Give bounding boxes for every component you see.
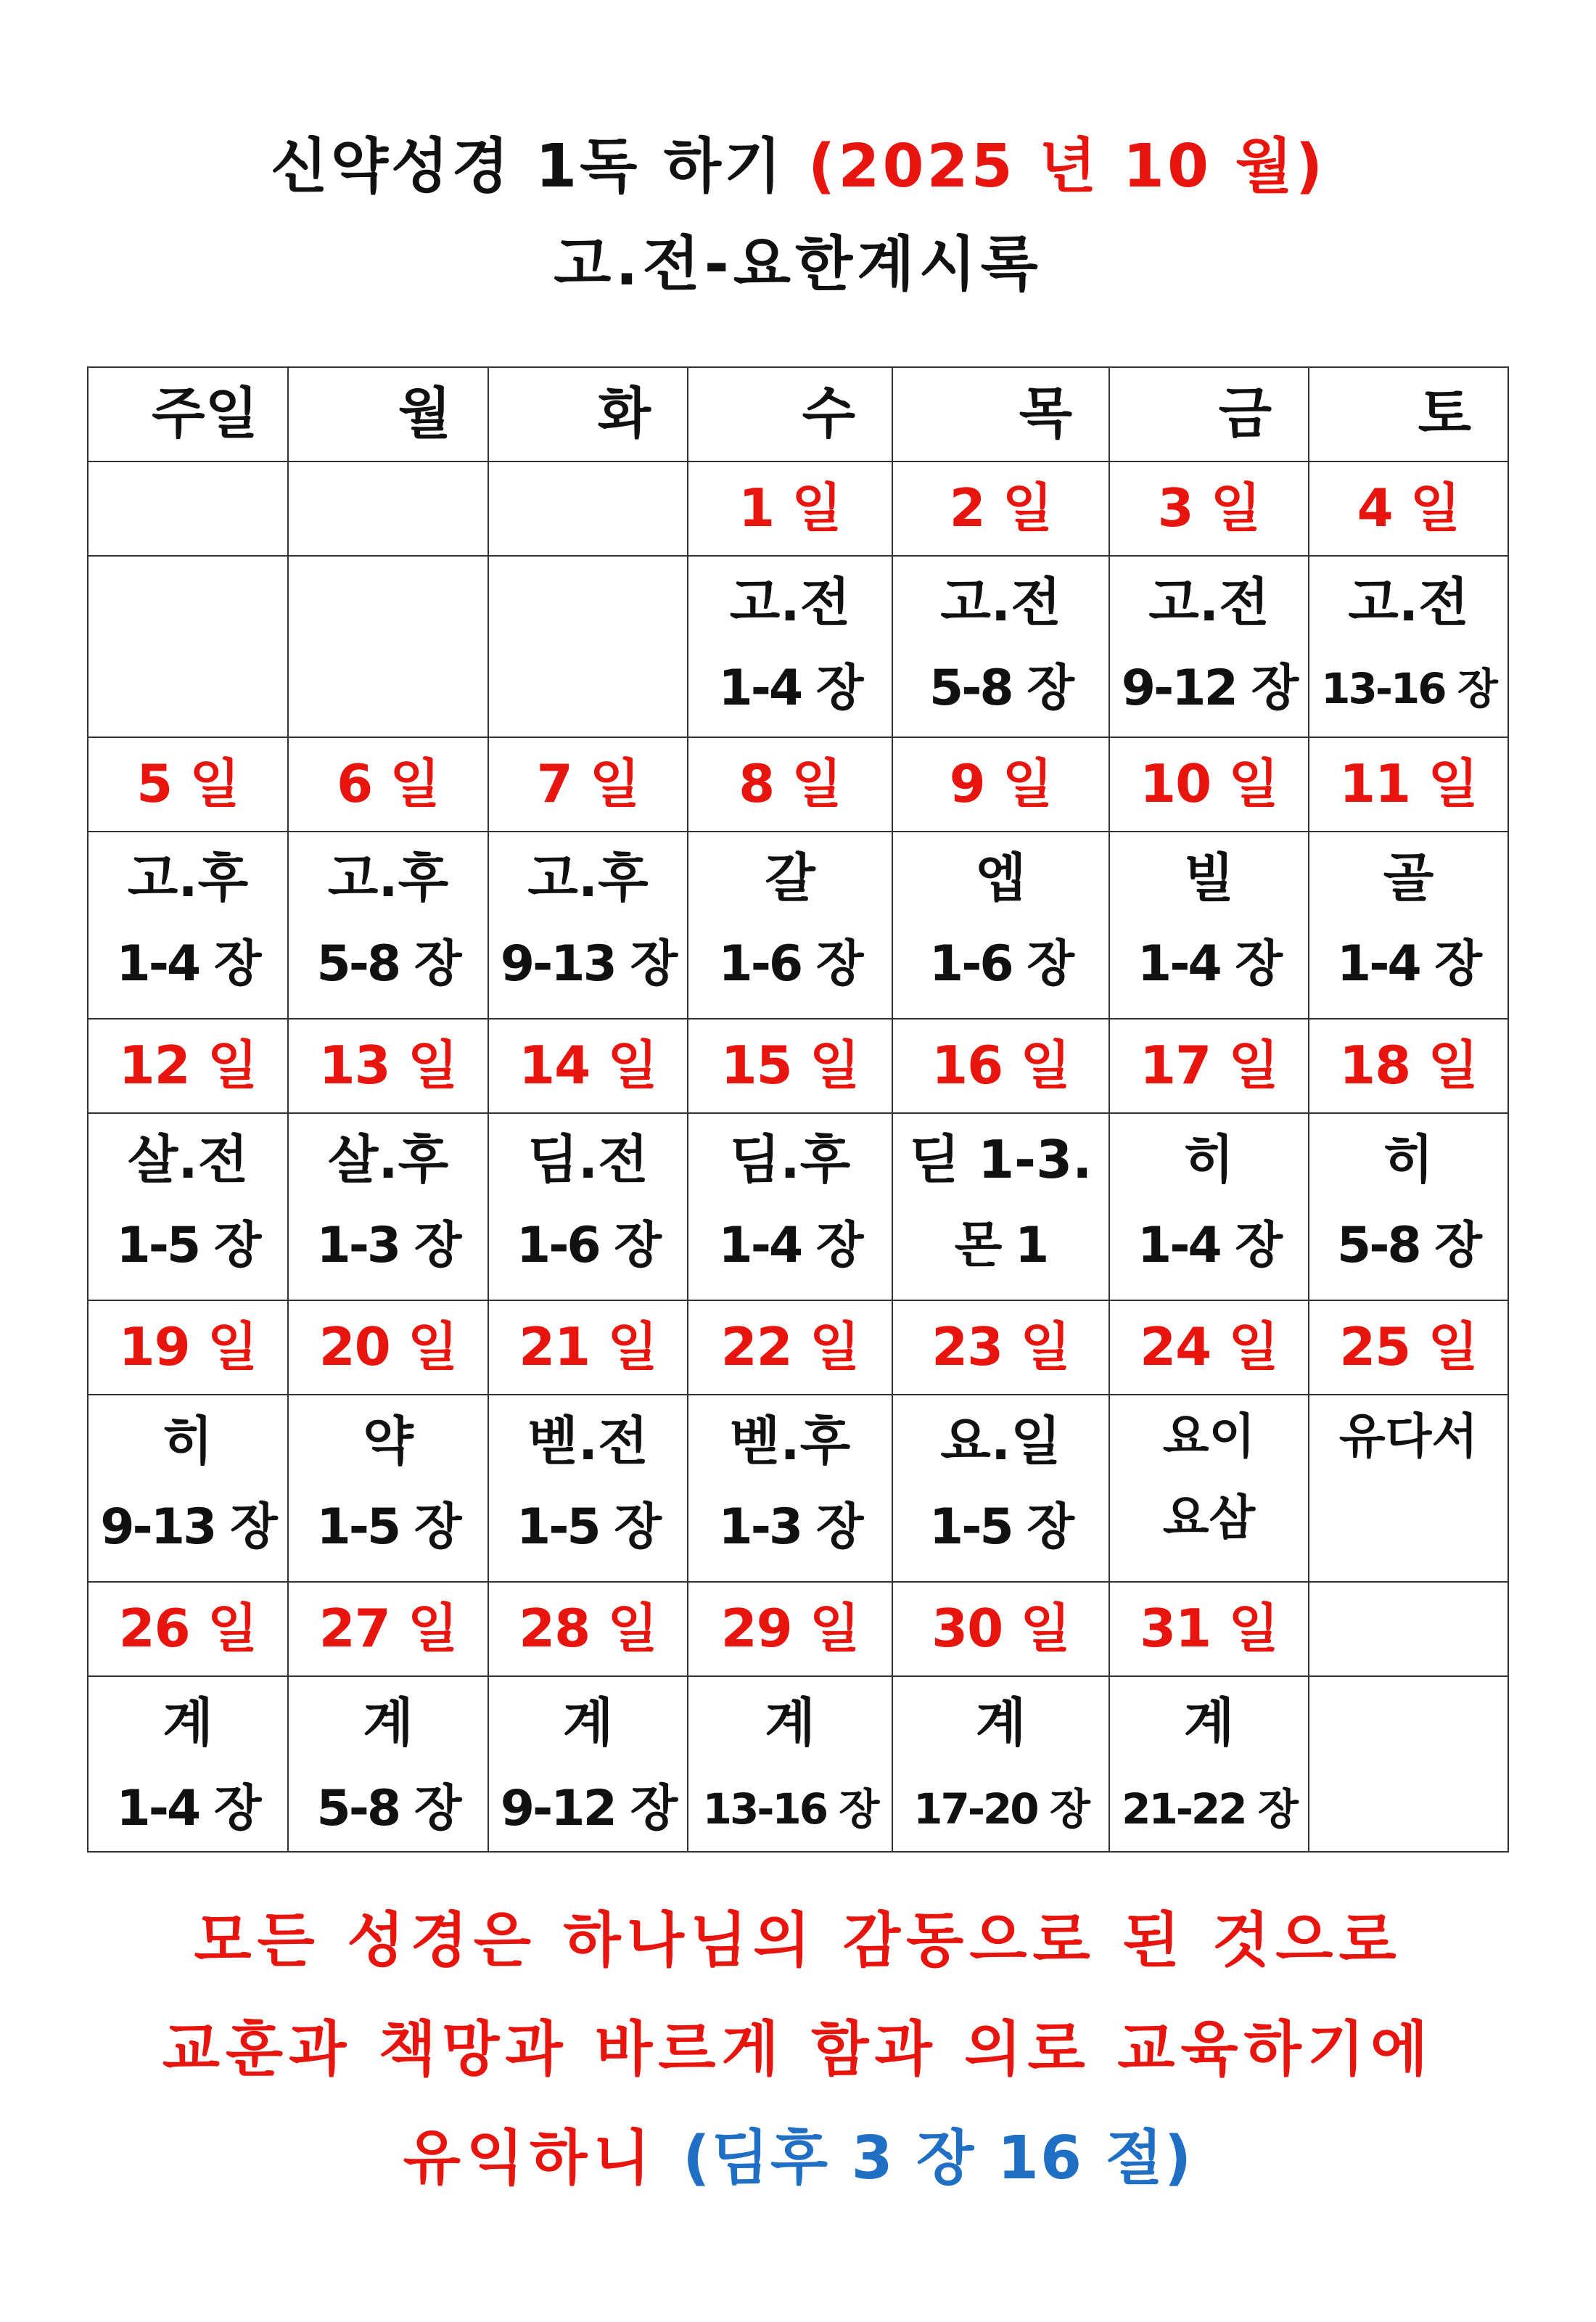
reading-chapters: 1-6 장	[516, 1217, 660, 1274]
date-cell	[1109, 737, 1309, 832]
reading-chapters: 9-13 장	[500, 935, 676, 993]
reading-book: 히	[1183, 1129, 1235, 1190]
date-row	[88, 1300, 1508, 1395]
date-label: 10 일	[1140, 753, 1278, 814]
date-cell	[892, 737, 1109, 832]
reading-calendar	[87, 366, 1509, 1853]
reading-cell	[1309, 1676, 1508, 1852]
title-date: (2025 년 10 월)	[807, 132, 1326, 201]
date-label: 18 일	[1339, 1035, 1478, 1096]
date-cell	[88, 1019, 288, 1113]
date-label: 8 일	[739, 753, 842, 814]
date-label: 21 일	[519, 1316, 657, 1377]
reading-book: 계	[363, 1692, 414, 1753]
date-label: 6 일	[337, 753, 440, 814]
date-cell	[88, 1582, 288, 1676]
reading-cell	[1309, 832, 1508, 1019]
reading-row	[88, 1113, 1508, 1300]
weekday-label: 수	[802, 381, 855, 446]
reading-book: 히	[163, 1411, 213, 1472]
reading-book: 유다서	[1338, 1408, 1478, 1464]
date-label: 25 일	[1339, 1316, 1478, 1377]
date-cell	[1309, 1582, 1508, 1676]
reading-chapters: 1-4 장	[1336, 935, 1481, 993]
weekday-label: 화	[597, 381, 651, 446]
reading-chapters: 1-6 장	[718, 935, 862, 993]
reading-book: 요이	[1162, 1408, 1256, 1464]
reading-book: 요.일	[940, 1411, 1061, 1472]
reading-cell	[1109, 1676, 1309, 1852]
reading-chapters: 1-4 장	[1137, 1217, 1281, 1274]
weekday-header-cell	[88, 367, 288, 461]
date-row	[88, 1582, 1508, 1676]
reading-book: 벧.후	[729, 1411, 851, 1472]
date-label: 7 일	[536, 753, 640, 814]
reading-row	[88, 1395, 1508, 1582]
reading-chapters: 1-5 장	[116, 1217, 260, 1274]
reading-book: 고.후	[127, 848, 249, 908]
reading-book: 고.전	[940, 572, 1061, 633]
date-cell	[88, 461, 288, 556]
date-cell	[1309, 1019, 1508, 1113]
date-label: 26 일	[118, 1598, 258, 1659]
reading-chapters: 1-5 장	[929, 1498, 1073, 1556]
date-cell	[1109, 1300, 1309, 1395]
title-main: 신약성경 1독 하기	[270, 132, 785, 201]
reading-book: 고.후	[327, 848, 449, 908]
date-cell	[488, 1300, 688, 1395]
date-cell	[488, 1019, 688, 1113]
weekday-label: 금	[1218, 381, 1272, 446]
date-label: 23 일	[931, 1316, 1070, 1377]
reading-book: 계	[163, 1692, 213, 1753]
weekday-header-row	[88, 367, 1508, 461]
reading-book: 딤.후	[729, 1129, 851, 1190]
weekday-header-cell	[288, 367, 488, 461]
reading-cell	[288, 1676, 488, 1852]
reading-chapters: 9-12 장	[1121, 660, 1297, 717]
reading-cell	[288, 832, 488, 1019]
reading-chapters: 1-3 장	[316, 1217, 460, 1274]
date-cell	[1309, 461, 1508, 556]
reading-book: 살.후	[327, 1129, 449, 1190]
verse-line-3	[0, 2104, 1596, 2213]
reading-book: 딛 1-3.	[909, 1129, 1093, 1190]
weekday-header-cell	[488, 367, 688, 461]
date-label: 4 일	[1357, 477, 1460, 538]
reading-chapters: 1-4 장	[116, 935, 260, 993]
scripture-verse	[0, 1887, 1596, 2213]
date-label: 3 일	[1157, 477, 1261, 538]
reading-cell	[1309, 1113, 1508, 1300]
reading-book: 계	[765, 1692, 815, 1753]
date-label: 20 일	[318, 1316, 458, 1377]
reading-cell	[688, 1113, 892, 1300]
reading-cell	[488, 556, 688, 737]
reading-cell	[288, 1113, 488, 1300]
verse-line-3-text: 유익하니	[403, 2124, 657, 2193]
date-cell	[88, 737, 288, 832]
weekday-header-cell	[688, 367, 892, 461]
date-cell	[688, 1019, 892, 1113]
reading-cell	[88, 832, 288, 1019]
date-label: 22 일	[720, 1316, 860, 1377]
date-label: 13 일	[318, 1035, 458, 1096]
reading-chapters: 5-8 장	[316, 1780, 460, 1837]
verse-line-1: 모든 성경은 하나님의 감동으로 된 것으로	[194, 1906, 1402, 1975]
reading-book: 고.전	[729, 572, 851, 633]
date-label: 2 일	[949, 477, 1053, 538]
reading-cell	[688, 1395, 892, 1582]
date-row	[88, 1019, 1508, 1113]
date-cell	[688, 461, 892, 556]
date-label: 11 일	[1339, 753, 1478, 814]
verse-reference: (딤후 3 장 16 절)	[683, 2124, 1193, 2193]
reading-cell	[288, 1395, 488, 1582]
reading-chapters: 1-4 장	[718, 1217, 862, 1274]
reading-cell	[88, 1676, 288, 1852]
date-label: 1 일	[739, 477, 842, 538]
date-label: 27 일	[318, 1598, 458, 1659]
reading-chapters: 요삼	[1162, 1490, 1256, 1546]
date-cell	[488, 461, 688, 556]
weekday-label: 월	[398, 381, 451, 446]
verse-line-2: 교훈과 책망과 바르게 함과 의로 교육하기에	[162, 2015, 1434, 2084]
title-block	[0, 123, 1596, 312]
reading-cell	[892, 1113, 1109, 1300]
reading-chapters: 1-4 장	[116, 1780, 260, 1837]
reading-cell	[688, 832, 892, 1019]
reading-book: 계	[1183, 1692, 1235, 1753]
reading-cell	[892, 832, 1109, 1019]
date-cell	[1109, 461, 1309, 556]
reading-cell	[488, 1676, 688, 1852]
date-cell	[288, 1582, 488, 1676]
date-cell	[1309, 1300, 1508, 1395]
reading-chapters: 13-16 장	[702, 1784, 878, 1834]
date-cell	[288, 1300, 488, 1395]
weekday-header-cell	[892, 367, 1109, 461]
date-cell	[288, 1019, 488, 1113]
reading-book: 고.전	[1348, 572, 1469, 633]
date-cell	[88, 1300, 288, 1395]
reading-book: 골	[1383, 848, 1434, 908]
reading-cell	[892, 1395, 1109, 1582]
date-label: 28 일	[519, 1598, 657, 1659]
date-label: 24 일	[1140, 1316, 1278, 1377]
reading-cell	[488, 1113, 688, 1300]
date-cell	[488, 737, 688, 832]
date-label: 17 일	[1140, 1035, 1278, 1096]
date-label: 19 일	[118, 1316, 258, 1377]
reading-chapters: 1-4 장	[1137, 935, 1281, 993]
reading-cell	[88, 556, 288, 737]
reading-book: 살.전	[127, 1129, 249, 1190]
reading-chapters: 13-16 장	[1321, 664, 1496, 713]
reading-book: 계	[562, 1692, 614, 1753]
reading-cell	[488, 832, 688, 1019]
weekday-header-cell	[1309, 367, 1508, 461]
weekday-label: 주일	[152, 381, 258, 446]
date-label: 5 일	[136, 753, 239, 814]
reading-cell	[88, 1113, 288, 1300]
date-cell	[892, 1019, 1109, 1113]
date-label: 16 일	[931, 1035, 1070, 1096]
date-cell	[688, 1300, 892, 1395]
reading-cell	[688, 1676, 892, 1852]
date-label: 29 일	[720, 1598, 860, 1659]
reading-book: 벧.전	[527, 1411, 649, 1472]
reading-chapters: 9-12 장	[500, 1780, 676, 1837]
date-label: 12 일	[118, 1035, 258, 1096]
date-cell	[688, 1582, 892, 1676]
reading-cell	[892, 556, 1109, 737]
date-cell	[288, 461, 488, 556]
reading-book: 계	[975, 1692, 1027, 1753]
weekday-label: 토	[1418, 381, 1471, 446]
reading-chapters: 몬 1	[954, 1217, 1048, 1274]
date-cell	[892, 1300, 1109, 1395]
date-cell	[688, 737, 892, 832]
reading-cell	[88, 1395, 288, 1582]
reading-book: 고.전	[1148, 572, 1270, 633]
date-cell	[288, 737, 488, 832]
date-row	[88, 461, 1508, 556]
reading-cell	[1309, 1395, 1508, 1582]
reading-cell	[1109, 1113, 1309, 1300]
reading-chapters: 17-20 장	[913, 1784, 1088, 1834]
date-cell	[1109, 1582, 1309, 1676]
page-title	[0, 123, 1596, 210]
reading-book: 고.후	[527, 848, 649, 908]
reading-cell	[288, 556, 488, 737]
date-cell	[892, 461, 1109, 556]
date-label: 9 일	[949, 753, 1053, 814]
reading-chapters: 5-8 장	[316, 935, 460, 993]
reading-cell	[1109, 556, 1309, 737]
reading-chapters: 1-6 장	[929, 935, 1073, 993]
reading-chapters: 5-8 장	[929, 660, 1073, 717]
weekday-header-cell	[1109, 367, 1309, 461]
reading-chapters: 1-5 장	[316, 1498, 460, 1556]
date-cell	[892, 1582, 1109, 1676]
weekday-label: 목	[1019, 381, 1072, 446]
reading-book: 딤.전	[527, 1129, 649, 1190]
reading-row	[88, 556, 1508, 737]
reading-cell	[1109, 832, 1309, 1019]
date-cell	[1309, 737, 1508, 832]
date-label: 31 일	[1140, 1598, 1278, 1659]
reading-book: 갈	[765, 848, 815, 908]
reading-cell	[1309, 556, 1508, 737]
date-label: 14 일	[519, 1035, 657, 1096]
reading-book: 히	[1383, 1129, 1434, 1190]
reading-book: 빌	[1183, 848, 1235, 908]
reading-chapters: 1-5 장	[516, 1498, 660, 1556]
reading-cell	[688, 556, 892, 737]
date-cell	[1109, 1019, 1309, 1113]
reading-chapters: 9-13 장	[100, 1498, 276, 1556]
date-label: 30 일	[931, 1598, 1070, 1659]
reading-cell	[488, 1395, 688, 1582]
reading-chapters: 1-3 장	[718, 1498, 862, 1556]
date-cell	[488, 1582, 688, 1676]
reading-book: 약	[363, 1411, 414, 1472]
reading-book: 엡	[975, 848, 1027, 908]
reading-cell	[892, 1676, 1109, 1852]
reading-chapters: 5-8 장	[1336, 1217, 1481, 1274]
reading-chapters: 1-4 장	[718, 660, 862, 717]
date-label: 15 일	[720, 1035, 860, 1096]
reading-row	[88, 1676, 1508, 1852]
date-row	[88, 737, 1508, 832]
reading-chapters: 21-22 장	[1122, 1784, 1296, 1834]
page-subtitle: 고.전-요한계시록	[554, 230, 1042, 299]
reading-row	[88, 832, 1508, 1019]
reading-cell	[1109, 1395, 1309, 1582]
